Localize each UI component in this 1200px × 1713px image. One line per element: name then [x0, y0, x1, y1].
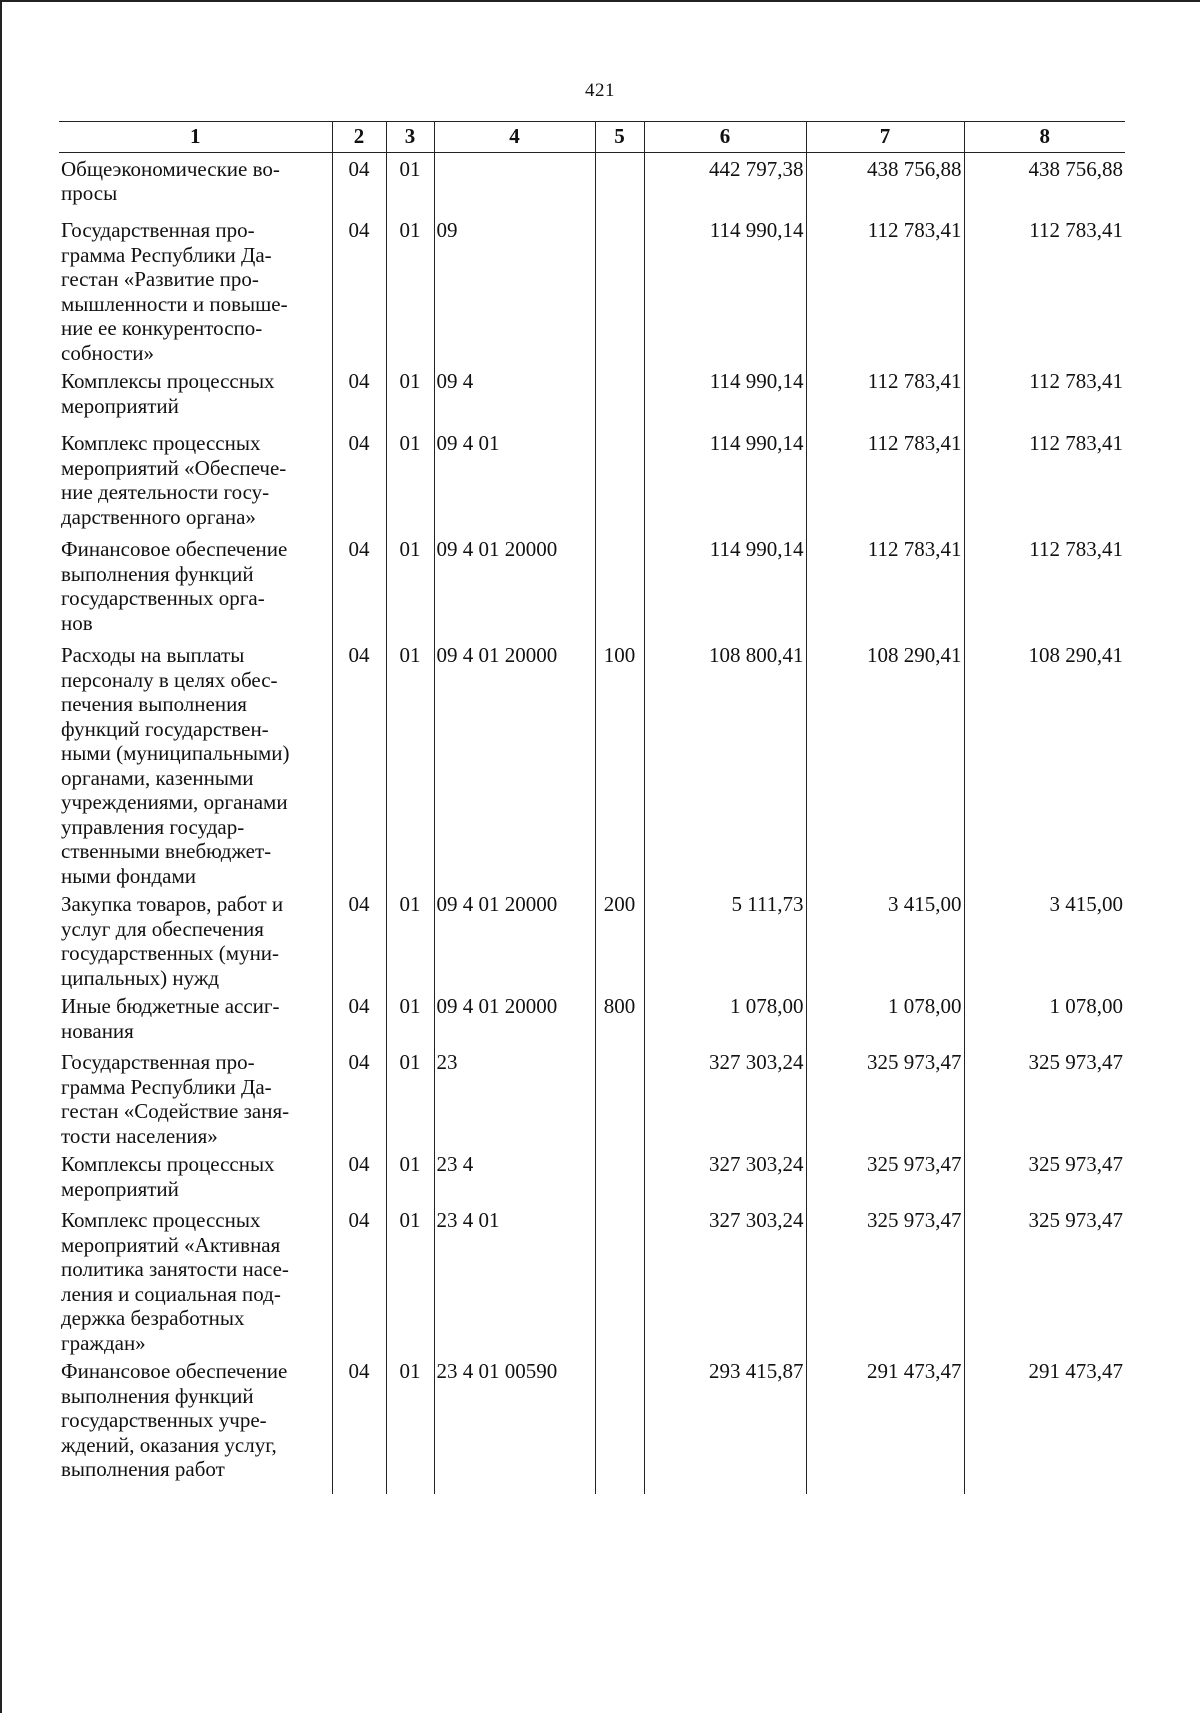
amount-year-3-cell: 112 783,41	[964, 214, 1125, 365]
row-name-line: управления государ-	[61, 814, 245, 839]
spacer-cell	[806, 1485, 964, 1494]
expense-type-cell	[595, 1204, 644, 1355]
row-name-line: дарственного органа»	[61, 504, 256, 529]
row-name-line: нов	[61, 610, 93, 635]
expense-type-cell	[595, 1046, 644, 1148]
amount-year-1-cell: 5 111,73	[644, 888, 806, 990]
amount-year-3-cell: 112 783,41	[964, 533, 1125, 639]
row-name-line: Общеэкономические во-	[61, 156, 280, 181]
amount-year-3-cell: 3 415,00	[964, 888, 1125, 990]
expense-type-cell	[595, 152, 644, 214]
spacer-cell	[434, 1485, 595, 1494]
amount-year-2-cell: 112 783,41	[806, 533, 964, 639]
spacer-cell	[386, 1485, 434, 1494]
row-name-line: гестан «Содействие заня-	[61, 1099, 290, 1123]
subsection-code-cell: 01	[386, 990, 434, 1046]
table-row	[59, 214, 1125, 365]
row-name-line: персоналу в целях обес-	[61, 667, 278, 692]
row-name-line: ципальных) нужд	[61, 965, 220, 990]
target-article-cell: 23	[434, 1046, 595, 1148]
amount-year-1-cell: 293 415,87	[644, 1355, 806, 1485]
amount-year-3-cell: 325 973,47	[964, 1148, 1125, 1204]
row-name-line: просы	[61, 181, 118, 205]
row-name-line: услуг для обеспечения	[61, 916, 264, 941]
table-row	[59, 639, 1125, 888]
subsection-code-cell: 01	[386, 1148, 434, 1204]
spacer-cell	[59, 1485, 332, 1494]
expense-type-cell	[595, 214, 644, 365]
expense-type-cell: 200	[595, 888, 644, 990]
row-name-line: Комплекс процессных	[61, 431, 261, 455]
table-row	[59, 1148, 1125, 1204]
table-row	[59, 1046, 1125, 1148]
header-col-3: 3	[386, 122, 434, 153]
amount-year-2-cell: 291 473,47	[806, 1355, 964, 1485]
subsection-code-cell: 01	[386, 1046, 434, 1148]
expense-type-cell	[595, 365, 644, 427]
row-name-line: Финансовое обеспечение	[61, 1359, 288, 1383]
row-name-cell	[59, 990, 332, 1046]
amount-year-2-cell: 108 290,41	[806, 639, 964, 888]
target-article-cell: 23 4 01 00590	[434, 1355, 595, 1485]
table-bottom-spacer	[59, 1485, 1125, 1494]
table-row	[59, 1204, 1125, 1355]
section-code-cell: 04	[332, 214, 386, 365]
header-col-1: 1	[59, 122, 332, 153]
expense-type-cell	[595, 1148, 644, 1204]
row-name-cell	[59, 639, 332, 888]
row-name-cell	[59, 214, 332, 365]
section-code-cell: 04	[332, 888, 386, 990]
amount-year-3-cell: 291 473,47	[964, 1355, 1125, 1485]
row-name-line: Финансовое обеспечение	[61, 537, 288, 561]
row-name-line: государственных учре-	[61, 1408, 267, 1432]
header-col-7: 7	[806, 122, 964, 153]
section-code-cell: 04	[332, 1204, 386, 1355]
row-name-line: Государственная про-	[61, 1050, 255, 1074]
section-code-cell: 04	[332, 990, 386, 1046]
row-name-line: мероприятий	[61, 393, 179, 418]
amount-year-2-cell: 325 973,47	[806, 1046, 964, 1148]
row-name-line: мероприятий «Обеспече-	[61, 455, 287, 480]
row-name-line: Комплексы процессных	[61, 1152, 275, 1176]
row-name-line: Государственная про-	[61, 218, 255, 242]
amount-year-3-cell: 108 290,41	[964, 639, 1125, 888]
expense-type-cell: 800	[595, 990, 644, 1046]
amount-year-2-cell: 325 973,47	[806, 1204, 964, 1355]
row-name-line: Комплекс процессных	[61, 1208, 261, 1232]
amount-year-3-cell: 325 973,47	[964, 1204, 1125, 1355]
amount-year-1-cell: 327 303,24	[644, 1204, 806, 1355]
amount-year-2-cell: 1 078,00	[806, 990, 964, 1046]
row-name-line: ными (муниципальными)	[61, 741, 290, 765]
amount-year-1-cell: 114 990,14	[644, 533, 806, 639]
row-name-line: мероприятий «Активная	[61, 1232, 281, 1257]
row-name-cell	[59, 1204, 332, 1355]
row-name-line: государственных орга-	[61, 586, 265, 610]
subsection-code-cell: 01	[386, 639, 434, 888]
table-row	[59, 533, 1125, 639]
target-article-cell: 09 4 01 20000	[434, 639, 595, 888]
subsection-code-cell: 01	[386, 427, 434, 533]
row-name-line: политика занятости насе-	[61, 1257, 289, 1281]
spacer-cell	[964, 1485, 1125, 1494]
target-article-cell: 09 4 01	[434, 427, 595, 533]
expense-type-cell	[595, 533, 644, 639]
amount-year-3-cell: 325 973,47	[964, 1046, 1125, 1148]
row-name-line: Комплексы процессных	[61, 369, 275, 393]
row-name-line: ние деятельности госу-	[61, 480, 270, 504]
row-name-line: ние ее конкурентоспо-	[61, 316, 263, 340]
header-col-8: 8	[964, 122, 1125, 153]
section-code-cell: 04	[332, 152, 386, 214]
budget-table-container	[59, 121, 1125, 1494]
row-name-line: органами, казенными	[61, 765, 254, 790]
amount-year-1-cell: 114 990,14	[644, 365, 806, 427]
amount-year-2-cell: 438 756,88	[806, 152, 964, 214]
amount-year-1-cell: 442 797,38	[644, 152, 806, 214]
row-name-cell	[59, 427, 332, 533]
row-name-line: тости населения»	[61, 1123, 218, 1148]
row-name-line: грамма Республики Да-	[61, 1074, 272, 1099]
subsection-code-cell: 01	[386, 1204, 434, 1355]
row-name-line: Иные бюджетные ассиг-	[61, 994, 280, 1018]
row-name-line: мероприятий	[61, 1176, 179, 1201]
header-col-4: 4	[434, 122, 595, 153]
amount-year-2-cell: 325 973,47	[806, 1148, 964, 1204]
section-code-cell: 04	[332, 365, 386, 427]
amount-year-2-cell: 112 783,41	[806, 427, 964, 533]
table-body	[59, 152, 1125, 1494]
amount-year-1-cell: 114 990,14	[644, 427, 806, 533]
table-row	[59, 1355, 1125, 1485]
row-name-cell	[59, 152, 332, 214]
amount-year-2-cell: 3 415,00	[806, 888, 964, 990]
section-code-cell: 04	[332, 1148, 386, 1204]
subsection-code-cell: 01	[386, 1355, 434, 1485]
row-name-cell	[59, 533, 332, 639]
section-code-cell: 04	[332, 1355, 386, 1485]
row-name-line: Расходы на выплаты	[61, 643, 245, 667]
table-row	[59, 427, 1125, 533]
subsection-code-cell: 01	[386, 888, 434, 990]
target-article-cell: 09 4 01 20000	[434, 533, 595, 639]
row-name-line: Закупка товаров, работ и	[61, 892, 284, 916]
amount-year-1-cell: 327 303,24	[644, 1148, 806, 1204]
spacer-cell	[332, 1485, 386, 1494]
row-name-line: функций государствен-	[61, 716, 269, 741]
row-name-line: учреждениями, органами	[61, 790, 288, 814]
target-article-cell: 23 4	[434, 1148, 595, 1204]
section-code-cell: 04	[332, 533, 386, 639]
row-name-line: собности»	[61, 340, 155, 365]
target-article-cell: 09 4	[434, 365, 595, 427]
amount-year-2-cell: 112 783,41	[806, 214, 964, 365]
section-code-cell: 04	[332, 1046, 386, 1148]
subsection-code-cell: 01	[386, 533, 434, 639]
target-article-cell	[434, 152, 595, 214]
row-name-line: держка безработных	[61, 1306, 245, 1330]
row-name-line: мышленности и повыше-	[61, 291, 288, 316]
row-name-line: печения выполнения	[61, 692, 247, 716]
row-name-cell	[59, 888, 332, 990]
row-name-line: гестан «Развитие про-	[61, 267, 259, 291]
row-name-line: ждений, оказания услуг,	[61, 1432, 277, 1457]
target-article-cell: 09 4 01 20000	[434, 990, 595, 1046]
budget-table	[59, 121, 1125, 1494]
table-row	[59, 365, 1125, 427]
header-col-2: 2	[332, 122, 386, 153]
page-number: 421	[585, 80, 615, 101]
amount-year-1-cell: 1 078,00	[644, 990, 806, 1046]
row-name-cell	[59, 1355, 332, 1485]
table-row	[59, 990, 1125, 1046]
amount-year-1-cell: 327 303,24	[644, 1046, 806, 1148]
subsection-code-cell: 01	[386, 214, 434, 365]
row-name-cell	[59, 1046, 332, 1148]
amount-year-3-cell: 1 078,00	[964, 990, 1125, 1046]
target-article-cell: 09 4 01 20000	[434, 888, 595, 990]
row-name-line: ными фондами	[61, 863, 197, 888]
header-col-5: 5	[595, 122, 644, 153]
subsection-code-cell: 01	[386, 365, 434, 427]
table-row	[59, 888, 1125, 990]
section-code-cell: 04	[332, 427, 386, 533]
row-name-line: выполнения функций	[61, 1383, 254, 1408]
row-name-line: нования	[61, 1018, 134, 1043]
header-col-6: 6	[644, 122, 806, 153]
spacer-cell	[595, 1485, 644, 1494]
row-name-line: ственными внебюджет-	[61, 839, 272, 863]
spacer-cell	[644, 1485, 806, 1494]
amount-year-3-cell: 112 783,41	[964, 365, 1125, 427]
amount-year-3-cell: 438 756,88	[964, 152, 1125, 214]
expense-type-cell	[595, 1355, 644, 1485]
row-name-line: граждан»	[61, 1330, 146, 1355]
page-left-edge	[0, 0, 2, 1713]
subsection-code-cell: 01	[386, 152, 434, 214]
table-row	[59, 152, 1125, 214]
page-top-edge	[0, 0, 1200, 2]
amount-year-2-cell: 112 783,41	[806, 365, 964, 427]
target-article-cell: 23 4 01	[434, 1204, 595, 1355]
row-name-line: государственных (муни-	[61, 941, 280, 965]
expense-type-cell: 100	[595, 639, 644, 888]
amount-year-1-cell: 108 800,41	[644, 639, 806, 888]
row-name-line: выполнения функций	[61, 561, 254, 586]
row-name-line: грамма Республики Да-	[61, 242, 272, 267]
row-name-cell	[59, 365, 332, 427]
expense-type-cell	[595, 427, 644, 533]
row-name-line: выполнения работ	[61, 1457, 225, 1481]
target-article-cell: 09	[434, 214, 595, 365]
row-name-cell	[59, 1148, 332, 1204]
section-code-cell: 04	[332, 639, 386, 888]
amount-year-3-cell: 112 783,41	[964, 427, 1125, 533]
amount-year-1-cell: 114 990,14	[644, 214, 806, 365]
row-name-line: ления и социальная под-	[61, 1281, 281, 1306]
header-row	[59, 122, 1125, 153]
